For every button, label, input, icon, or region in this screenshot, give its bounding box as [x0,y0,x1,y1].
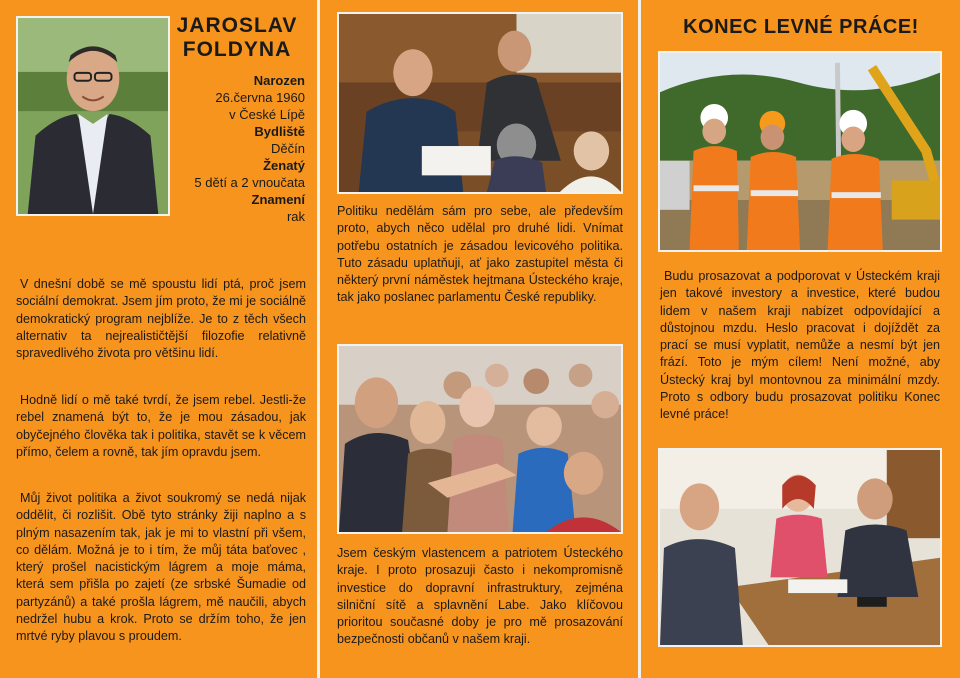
crowd-photo [337,344,623,534]
candidate-name [172,14,302,62]
left-paragraph-1: V dnešní době se mě spoustu lidí ptá, proč jsem sociální demokrat. Jsem jím proto, že mi je sociálně demokratický program nejblíže. Je to z těch všech alternativ ta nejrealističtější filozofie relativně spravedlivého života pro většinu lidí. [16,277,306,361]
sign-value: rak [286,209,305,224]
sign-label: Znamení [251,192,305,207]
born-place: v České Lípě [229,107,305,122]
married-label: Ženatý [263,158,305,173]
born-date: 26.června 1960 [215,90,305,105]
parliament-photo [337,12,623,194]
name-first: JAROSLAV [176,14,298,37]
residence-value: Děčín [271,141,305,156]
family-value: 5 dětí a 2 vnoučata [194,175,305,190]
right-paragraph-1: Budu prosazovat a podporovat v Ústeckém kraji jen takové investory a investice, které budou lidem v našem kraji nabízet odpovídající a důstojnou mzdu. Heslo pracovat i dojíždět za prací se musí vyplatit, nemůže a nesmí být jen frází. Toto je mým cílem! Není možné, aby Ústecký kraj byl montovnou za minimální mzdy. Proto s odbory budu prosazovat politiku Konec levné práce! [660,269,940,422]
left-paragraph-2: Hodně lidí o mě také tvrdí, že jsem rebel. Jestli-že rebel znamená být to, že je mou zásadou, jak obyčejného člověka tak i politika, stavět se k věcem přímo, čelem a rovně, tak jím opravdu jsem. [16,393,306,459]
portrait-photo [16,16,170,216]
panel-fold-left [317,0,320,678]
union-meeting-photo [658,448,942,647]
middle-paragraph-2: Jsem českým vlastencem a patriotem Ústeckého kraje. I proto prosazuji často i nekompromisně investice do dopravní infrastruktury, zejména silniční sítě a splavnění Labe. Jako klíčovou prioritou současné doby je pro mě prosazování bezpečnosti občanů v našem kraji. [337,546,623,647]
left-paragraph-3: Můj život politika a život soukromý se nedá nijak oddělit, či rozlišit. Obě tyto stránky žiji naplno a s plným nasazením tak, jak je mi to vlastní při všem, co dělám. Možná je to i tím, že můj táta baťovec , který prošel nacistickým lágrem a moje máma, která sem přišla po zajetí (ze srbské Šumadie od partyzánů) a také prošla lágrem, mě naučili, abych nedržel hubu a krok. Proto se držím toho, že jen mrtvé ryby plavou s proudem. [16,491,306,644]
born-label: Narozen [253,73,305,88]
residence-label: Bydliště [254,124,305,139]
construction-workers-photo [658,51,942,252]
slogan-headline: KONEC LEVNÉ PRÁCE! [683,16,919,38]
middle-paragraph-1: Politiku nedělám sám pro sebe, ale především proto, abych něco udělal pro druhé lidi. Vnímat potřebu ostatních je zásadou levicového politika. Tuto zásadu uplatňuji, ať jako zastupitel města či některý první náměstek hejtmana Ústeckého kraje, tak jako poslanec parlamentu České republiky. [337,204,623,305]
name-last: FOLDYNA [182,38,292,61]
bio-block [172,72,305,225]
panel-fold-right [638,0,641,678]
